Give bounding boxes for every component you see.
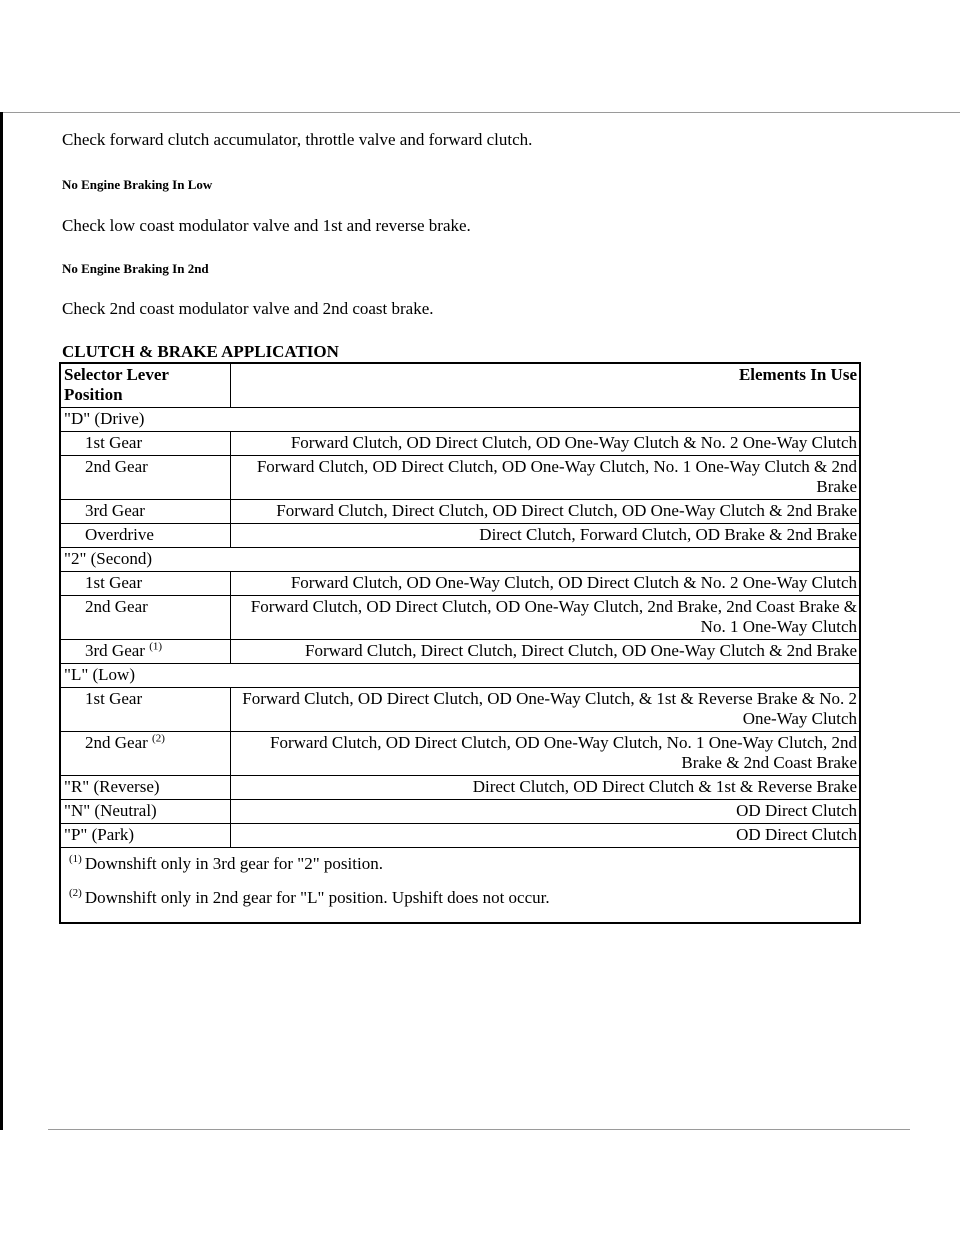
gear-cell: 1st Gear: [60, 688, 231, 732]
gear-cell: [60, 732, 231, 776]
gear-cell: 1st Gear: [60, 432, 231, 456]
page-top-rule: [0, 112, 960, 113]
footnotes-cell: [60, 848, 860, 924]
heading-no-engine-braking-low: No Engine Braking In Low: [62, 177, 213, 192]
paragraph-forward-clutch-check: Check forward clutch accumulator, throttle valve and forward clutch.: [62, 130, 533, 149]
table-row: [60, 688, 860, 732]
footnote-1: [69, 854, 855, 874]
table-row: [60, 432, 860, 456]
elements-cell: Direct Clutch, OD Direct Clutch & 1st & Reverse Brake: [231, 776, 861, 800]
gear-cell: 2nd Gear: [60, 456, 231, 500]
group-label-second: "2" (Second): [60, 548, 860, 572]
position-cell-neutral: "N" (Neutral): [60, 800, 231, 824]
group-label-drive: "D" (Drive): [60, 408, 860, 432]
heading-no-engine-braking-2nd: No Engine Braking In 2nd: [62, 261, 209, 276]
paragraph-low-coast-check: Check low coast modulator valve and 1st and reverse brake.: [62, 216, 471, 235]
table-group-row: [60, 408, 860, 432]
table-row: [60, 596, 860, 640]
header-selector-position: [60, 363, 231, 408]
table-row: [60, 500, 860, 524]
footnote-2: [69, 888, 855, 908]
clutch-brake-application-table: [59, 362, 861, 924]
page-left-rule: [0, 112, 3, 1130]
footnote-mark-2: (2): [69, 887, 82, 900]
elements-cell: Forward Clutch, OD Direct Clutch, OD One-Way Clutch, No. 1 One-Way Clutch & 2nd Brake: [231, 456, 861, 500]
table-row: [60, 732, 860, 776]
header-elements-in-use: Elements In Use: [231, 363, 861, 408]
gear-cell: 1st Gear: [60, 572, 231, 596]
footnote-ref-1: (1): [149, 640, 163, 653]
group-label-low: "L" (Low): [60, 664, 860, 688]
footnote-text-1: Downshift only in 3rd gear for "2" position.: [84, 854, 383, 873]
table-header-row: [60, 363, 860, 408]
table-group-row: [60, 548, 860, 572]
paragraph-2nd-coast-check: Check 2nd coast modulator valve and 2nd coast brake.: [62, 299, 434, 318]
elements-cell: Forward Clutch, Direct Clutch, Direct Clutch, OD One-Way Clutch & 2nd Brake: [231, 640, 861, 664]
elements-cell: Forward Clutch, OD Direct Clutch, OD One-Way Clutch & No. 2 One-Way Clutch: [231, 432, 861, 456]
page-bottom-rule: [48, 1129, 910, 1130]
table-row: [60, 524, 860, 548]
header-selector-line1: Selector Lever: [64, 365, 169, 384]
gear-cell: [60, 640, 231, 664]
elements-cell: Forward Clutch, OD Direct Clutch, OD One-Way Clutch, No. 1 One-Way Clutch, 2nd Brake & 2nd Coast Brake: [231, 732, 861, 776]
gear-cell: Overdrive: [60, 524, 231, 548]
position-cell-reverse: "R" (Reverse): [60, 776, 231, 800]
table-group-row: [60, 664, 860, 688]
elements-cell: Direct Clutch, Forward Clutch, OD Brake & 2nd Brake: [231, 524, 861, 548]
gear-cell: 2nd Gear: [60, 596, 231, 640]
table-row: [60, 572, 860, 596]
gear-label: 3rd Gear: [85, 641, 145, 660]
table-row: [60, 776, 860, 800]
header-selector-line2: Position: [64, 385, 123, 404]
footnotes-row: [60, 848, 860, 924]
footnote-mark-1: (1): [69, 853, 82, 866]
elements-cell: OD Direct Clutch: [231, 800, 861, 824]
position-cell-park: "P" (Park): [60, 824, 231, 848]
footnote-ref-2: (2): [152, 732, 165, 745]
elements-cell: OD Direct Clutch: [231, 824, 861, 848]
elements-cell: Forward Clutch, OD Direct Clutch, OD One-Way Clutch, 2nd Brake, 2nd Coast Brake & No. 1 One-Way Clutch: [231, 596, 861, 640]
elements-cell: Forward Clutch, Direct Clutch, OD Direct Clutch, OD One-Way Clutch & 2nd Brake: [231, 500, 861, 524]
table-row: [60, 824, 860, 848]
footnote-text-2: Downshift only in 2nd gear for "L" position. Upshift does not occur.: [84, 888, 550, 907]
section-title: CLUTCH & BRAKE APPLICATION: [62, 342, 339, 361]
gear-label: 2nd Gear: [85, 733, 148, 752]
table-row: [60, 800, 860, 824]
table-row: [60, 640, 860, 664]
elements-cell: Forward Clutch, OD Direct Clutch, OD One-Way Clutch, & 1st & Reverse Brake & No. 2 One-Way Clutch: [231, 688, 861, 732]
table-row: [60, 456, 860, 500]
elements-cell: Forward Clutch, OD One-Way Clutch, OD Direct Clutch & No. 2 One-Way Clutch: [231, 572, 861, 596]
gear-cell: 3rd Gear: [60, 500, 231, 524]
